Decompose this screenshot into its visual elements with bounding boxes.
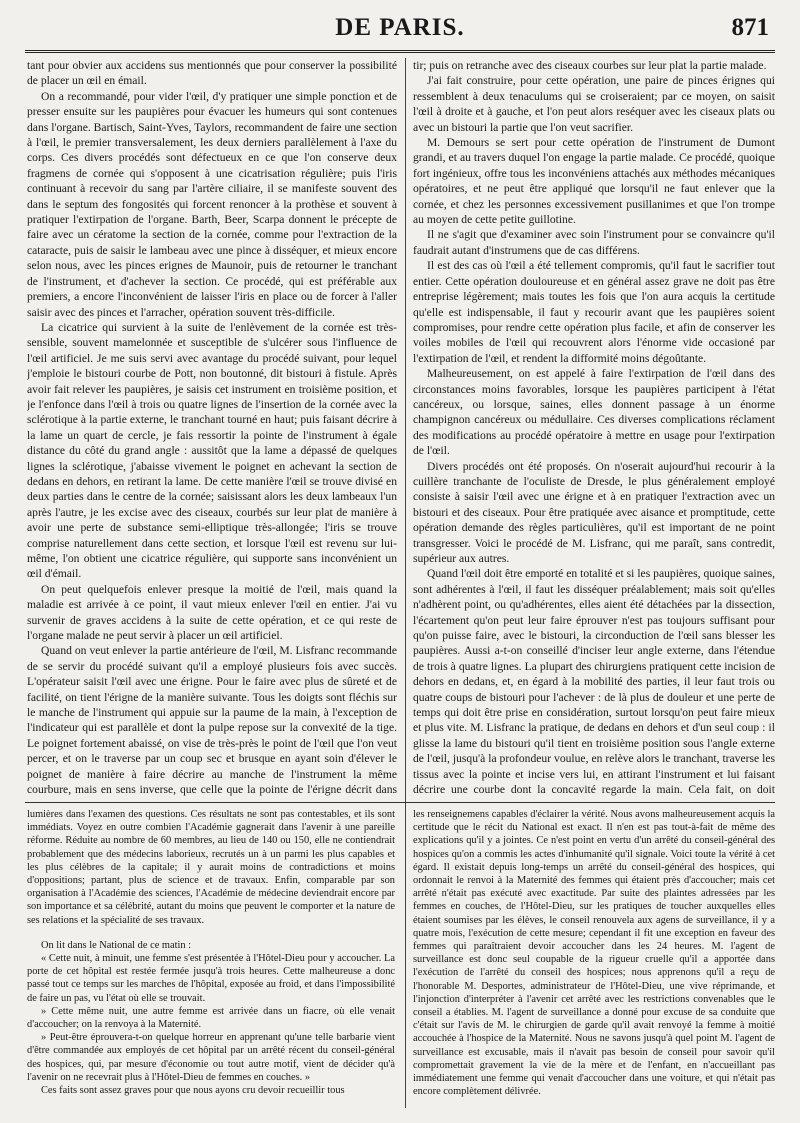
header-rule <box>25 50 775 53</box>
main-column-left <box>27 58 397 796</box>
feuilleton-column-right <box>413 808 775 1108</box>
page-header <box>25 14 775 54</box>
paragraph: les renseignemens capables d'éclairer la vérité. Nous avons malheureusement acquis la certitude que le récit du National est exact. Il n'en est pas tout-à-fait de même des explications qu'il y a jointes. Ce n'est point en vertu d'un arrêté du conseil-général des hospices qu'on a commis les actes d'inhumanité qu'il signale. Voici toute la vérité à cet égard. Il existait depuis long-temps un arrêté du conseil-général des hospices, qui ordonnait le renvoi à la Maternité des femmes qui étaient près d'accoucher; mais cet arrêté n'était pas exécuté avec exactitude. Par suite des plaintes adressées par les femmes en couches, de l'Hôtel-Dieu, sur les pratiques de toucher auxquelles elles étaient soumises par les élèves, le conseil renouvela aux agens de surveillance, il y a quatre mois, l'exécution de cette mesure; cependant il fit une exception en faveur des femmes qui paraîtraient devoir accoucher dans les 24 heures. M. l'agent de surveillance est donc seul coupable de la rigueur cruelle qu'il a apportée dans l'exécution de l'arrêté du conseil des hospices; nous apprenons qu'il a reçu de l'honorable M. Desportes, administrateur de l'Hôtel-Dieu, une vive réprimande, et l'injonction d'interpréter à l'avenir cet arrêté avec les restrictions convenables que le conseil a établies. M. l'agent de surveillance a donné pour excuse de sa conduite que c'était sur l'avis de M. le chirurgien de garde qu'il avait renvoyé la femme à moitié accouchée à l'hospice de la Maternité. Nous ne savons jusqu'à quel point M. l'agent de surveillance est excusable, mais il n'avait pas besoin de conseil pour savoir qu'il compromettait gravement la vie de la mère et de l'enfant, en n'accueillant pas immédiatement une femme qui venait d'accoucher dans une voiture, et qui n'était pas encore complètement délivrée. <box>413 809 775 1098</box>
running-title: DE PARIS. <box>335 14 465 41</box>
paragraph: La cicatrice qui survient à la suite de l'enlèvement de la cornée est très-sensible, souvent mamelonnée et susceptible de s'ulcérer sous l'influence de l'œil artificiel. Je me suis servi avec avantage du procédé suivant, pour lequel j'emploie le bistouri courbe de Pott, non boutonné, dit bistouri à fistule. Après avoir fait relever les paupières, je saisis cet instrument en troisième position, et je l'enfonce dans l'œil à trois ou quatre lignes de l'insertion de la cornée avec la sclérotique à la partie externe, le tranchant tourné en haut; puis faisant décrire à la lame un quart de cercle, je fais ressortir la pointe de l'instrument à égale distance du côté du grand angle : aussitôt que la lame a dépassé de quelques lignes la sclérotique, j'abaisse vivement le poignet en achevant la section de dedans en dehors, en retirant la lame. De cette manière l'œil se trouve divisé en deux parties dans le centre de la cornée; saisissant alors les deux lambeaux l'un après l'autre, je les excise avec des ciseaux, courbés sur leur plat de manière à avoir une perte de substance semi-elliptique très-allongée; l'iris se trouve comprise naturellement dans cette section, et lorsque l'œil est revenu sur lui-même, l'on obtient une cicatrice régulière, qui supporte sans inconvénient un œil d'émail. <box>27 320 397 581</box>
paragraph: tir; puis on retranche avec des ciseaux courbes sur leur plat la partie malade. <box>413 59 767 72</box>
feuilleton-rule <box>25 802 775 803</box>
paragraph: M. Demours se sert pour cette opération de l'instrument de Dumont grandi, et au travers duquel l'on engage la partie malade. Ce procédé, quoique fort ingénieux, offre tous les inconvéniens attachés aux méthodes mécaniques opératoires, et ne peut être appliqué que lorsqu'il ne faut enlever que la cornée, et chez les personnes excessivement pusillanimes et que l'on trompe au moyen de cette petite guillotine. <box>413 136 775 227</box>
paragraph: Il est des cas où l'œil a été tellement compromis, qu'il faut le sacrifier tout entier. Cette opération douloureuse et en général assez grave ne doit pas être entreprise légèrement; mais toutes les fois que l'on aura acquis la certitude qu'elle est indispensable, il faut y recourir avant que les paupières soient compromises, pour rendre cette opération plus facile, et afin de conserver les voiles mobiles de l'œil qui recouvrent alors l'énorme vide occasioné par l'extirpation de l'œil, et rendent la difformité moins dégoûtante. <box>413 259 775 365</box>
paragraph: tant pour obvier aux accidens sus mentionnés que pour conserver la possibilité de placer un œil en émail. <box>27 59 397 88</box>
page-number: 871 <box>731 14 769 41</box>
paragraph: lumières dans l'examen des questions. Ces résultats ne sont pas contestables, et ils sont immédiats. Voyez en outre combien l'Académie gagnerait dans l'avenir à une pareille réforme. Réduite au nombre de 60 membres, au lieu de 140 ou 150, elle ne contiendrait probablement que des médecins laborieux, recrutés un à un parmi les plus capables et les plus célèbres de la capitale; il y aurait moins de contradictions et moins d'oppositions; partant, plus de science et de travaux. Enfin, comparable par son organisation à l'Académie des sciences, l'Académie de médecine deviendrait encore par son importance et sa célébrité, autant du moins que peuvent le comporter et la nature de ses relations et la spécialité de ses travaux. <box>27 809 395 926</box>
paragraph: J'ai fait construire, pour cette opération, une paire de pinces érignes qui ressemblent à deux tenaculums qui se croiseraient; par ce moyen, on saisit l'œil à droite et à gauche, et l'on peut alors reséquer avec les ciseaux plats ou avec un bistouri la partie que l'on veut sacrifier. <box>413 74 775 134</box>
paragraph: Quand l'œil doit être emporté en totalité et si les paupières, quoique saines, sont adhérentes à l'œil, il faut les disséquer préalablement; mais soit qu'elles n'adhèrent point, ou qu'adhérentes, elles aient été détachées par la dissection, l'écartement qu'on peut leur faire éprouver n'est pas toujours suffisant pour qu'on puisse faire, avec le bistouri, la circonduction de l'œil sans blesser les paupières. Aussi a-t-on conseillé d'inciser leur angle externe, dans l'étendue de trois à quatre lignes. La plupart des chirurgiens pratiquent cette incision de dehors en dedans, et, en égard à la mobilité des parties, il leur faut trois ou quatre coups de bistouri pour l'achever : de là plus de douleur et une perte de temps qui doit être prise en considération, surtout lorsqu'on peut faire mieux et plus vite. M. Lisfranc la pratique, de dedans en dehors et d'un seul coup : il glisse la lame du bistouri qu'il tient en troisième position sous l'angle externe de l'œil, jusqu'à la profondeur voulue, en relève alors le tranchant, traverse les tissus avec la pointe et incise vers lui, en attirant l'instrument et lui faisant décrire une courbe dont la concavité regarde la main. Cela fait, on doit <box>413 567 775 796</box>
paragraph: Quand on veut enlever la partie antérieure de l'œil, M. Lisfranc recommande de se servir du procédé suivant qu'il a employé plusieurs fois avec succès. L'opérateur saisit l'œil avec une érigne. Pour le faire avec plus de sûreté et de facilité, on tient l'érigne de la manière suivante. Tous les doigts sont fléchis sur le manche de l'instrument qui appuie sur la paume de la main, à l'exception de l'indicateur qui est parallèle et dont la pulpe repose sur la convexité de la tige. Le poignet fortement abaissé, on vise de très-près le point de l'œil que l'on veut percer, et on le traverse par un coup sec et brusque en ayant soin d'élever le poignet de manière à faire décrire au manche de l'instrument la même courbure, mais en sens inverse, que celle que la pointe de l'érigne décrit dans <box>27 644 397 796</box>
main-column-right <box>413 58 775 796</box>
paragraph: » Peut-être éprouvera-t-on quelque horreur en apprenant qu'une telle barbarie vient d'être commandée aux employés de cet hôpital par un arrêté récent du conseil-général des hospices, qui, par mesure d'économie ou tout autre motif, vient de décider qu'à l'avenir on ne recevrait plus à l'Hôtel-Dieu de femmes en couches. » <box>27 1032 395 1083</box>
paragraph: Ces faits sont assez graves pour que nous ayons cru devoir recueillir tous <box>41 1085 345 1097</box>
paragraph: On peut quelquefois enlever presque la moitié de l'œil, mais quand la maladie est arrivée à ce point, il vaut mieux enlever l'œil en entier. J'ai vu survenir de graves accidens à la suite de cette opération, et ce qui reste de l'organe malade ne peut servir à placer un œil artificiel. <box>27 582 397 643</box>
paragraph: On lit dans le National de ce matin : <box>41 939 192 951</box>
paragraph: On a recommandé, pour vider l'œil, d'y pratiquer une simple ponction et de presser ensuite sur les paupières pour évacuer les humeurs qui sont contenues dans l'organe. Bartisch, Saint-Yves, Taylors, recommandent de faire une section à l'œil, le premier transversalement, les deux derniers parallèlement à l'axe du corps. Ces divers procédés sont défectueux en ce que l'on conserve deux fragmens de cornée qui s'opposent à une cicatrisation régulière; puis l'iris continuant à recevoir du sang par l'artère ciliaire, il se manifeste souvent des dans le septum des fongosités qui forcent renoncer à la prothèse et souvent à pratiquer l'extirpation de l'organe. Barth, Beer, Scarpa donnent le précepte de faire avec un cératome la section de la cornée, comme pour l'extraction de la cataracte, puis de saisir le lambeau avec une pince à disséquer, et mieux encore selon nous, avec les pinces erignes de Maunoir, puis de retourner le tranchant de l'instrument, et d'achever la section. Ce procédé, qui est préférable aux premiers, a encore l'inconvénient de laisser l'iris en place ou de forcer à l'aller saisir avec des pinces et l'arracher, opération souvent très-difficile. <box>27 89 397 319</box>
paragraph: Malheureusement, on est appelé à faire l'extirpation de l'œil dans des circonstances moins favorables, lorsque les paupières participent à l'état cancéreux, ou lorsque, saines, elles donnent passage à un énorme champignon cancéreux ou médullaire. Ces diverses complications réclament des modifications au procédé opératoire à mettre en usage pour l'extirpation de l'œil. <box>413 367 775 458</box>
paragraph: » Cette même nuit, une autre femme est arrivée dans un fiacre, où elle venait d'accoucher; on la renvoya à la Maternité. <box>27 1005 395 1031</box>
feuilleton-column-left <box>27 808 395 1108</box>
paragraph: « Cette nuit, à minuit, une femme s'est présentée à l'Hôtel-Dieu pour y accoucher. La porte de cet hôpital est restée fermée jusqu'à trois heures. Cette malheureuse a donc passé tout ce temps sur les marches de l'hôpital, exposée au froid, et dans l'impossibilité de faire un pas, vu l'état où elle se trouvait. <box>27 953 395 1004</box>
paragraph: Il ne s'agit que d'examiner avec soin l'instrument pour se convaincre qu'il faudrait autant d'instrumens que de cas différens. <box>413 228 775 257</box>
column-divider <box>405 58 406 1108</box>
paragraph: Divers procédés ont été proposés. On n'oserait aujourd'hui recourir à la cuillère tranchante de l'oculiste de Dresde, le plus généralement employé consiste à saisir l'œil avec une érigne et à en pratiquer l'extraction avec un bistouri et des ciseaux. Pour être pratiquée avec aisance et promptitude, cette opération demande des règles particulières, qu'il est important de ne point transgresser. Voici le procédé de M. Lisfranc, qui me paraît, sans contredit, supérieur aux autres. <box>413 459 775 565</box>
